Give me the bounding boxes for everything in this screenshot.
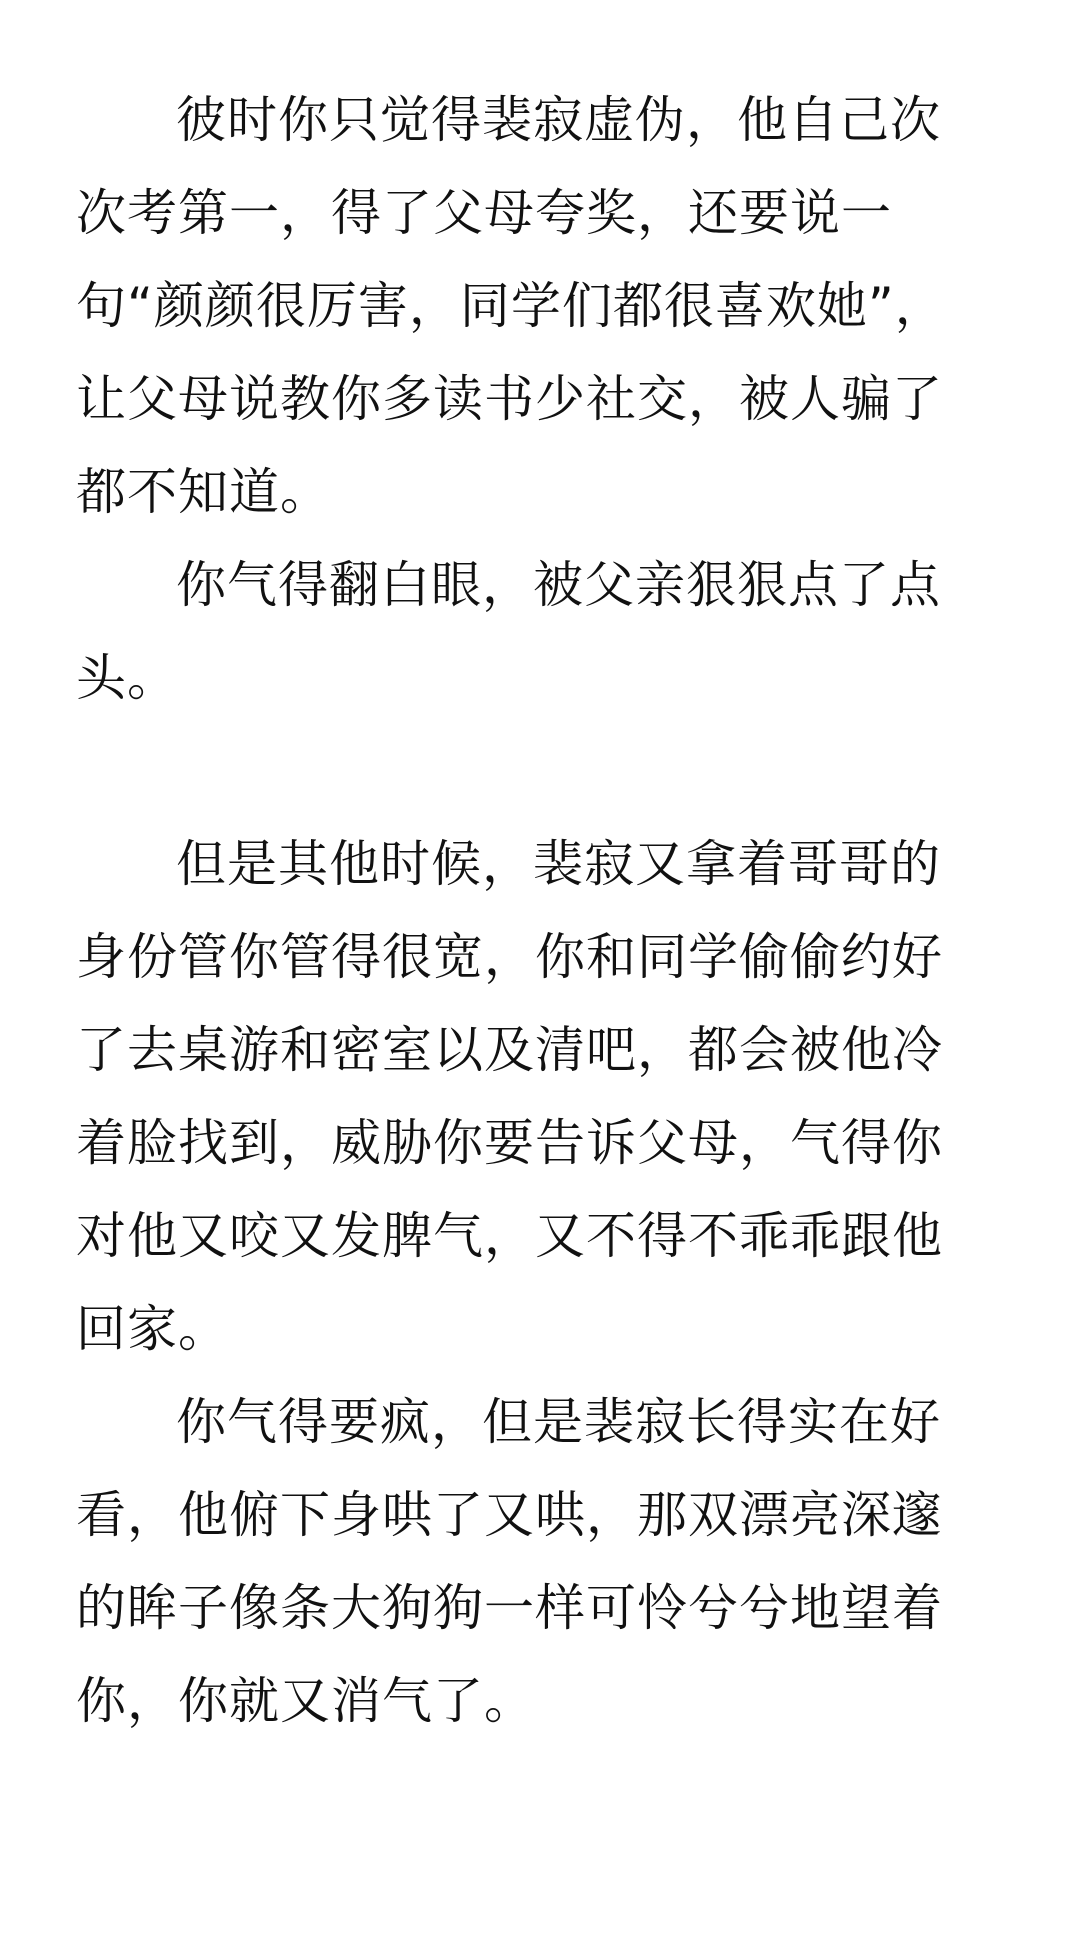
- paragraph-3: 但是其他时候，裴寂又拿着哥哥的身份管你管得很宽，你和同学偷偷约好了去桌游和密室以及清吧，都会被他冷着脸找到，威胁你要告诉父母，气得你对他又咬又发脾气，又不得不乖乖跟他回家。: [76, 835, 943, 1358]
- paragraph-gap: [76, 725, 990, 818]
- reader-content[interactable]: [76, 74, 990, 1748]
- paragraph-4: 你气得要疯，但是裴寂长得实在好看，他俯下身哄了又哄，那双漂亮深邃的眸子像条大狗狗一样可怜兮兮地望着你，你就又消气了。: [76, 1393, 943, 1730]
- paragraph-2: 你气得翻白眼，被父亲狠狠点了点头。: [76, 556, 941, 707]
- paragraph-1: 彼时你只觉得裴寂虚伪，他自己次次考第一，得了父母夸奖，还要说一句“颜颜很厉害，同学们都很喜欢她”，让父母说教你多读书少社交，被人骗了都不知道。: [76, 91, 946, 521]
